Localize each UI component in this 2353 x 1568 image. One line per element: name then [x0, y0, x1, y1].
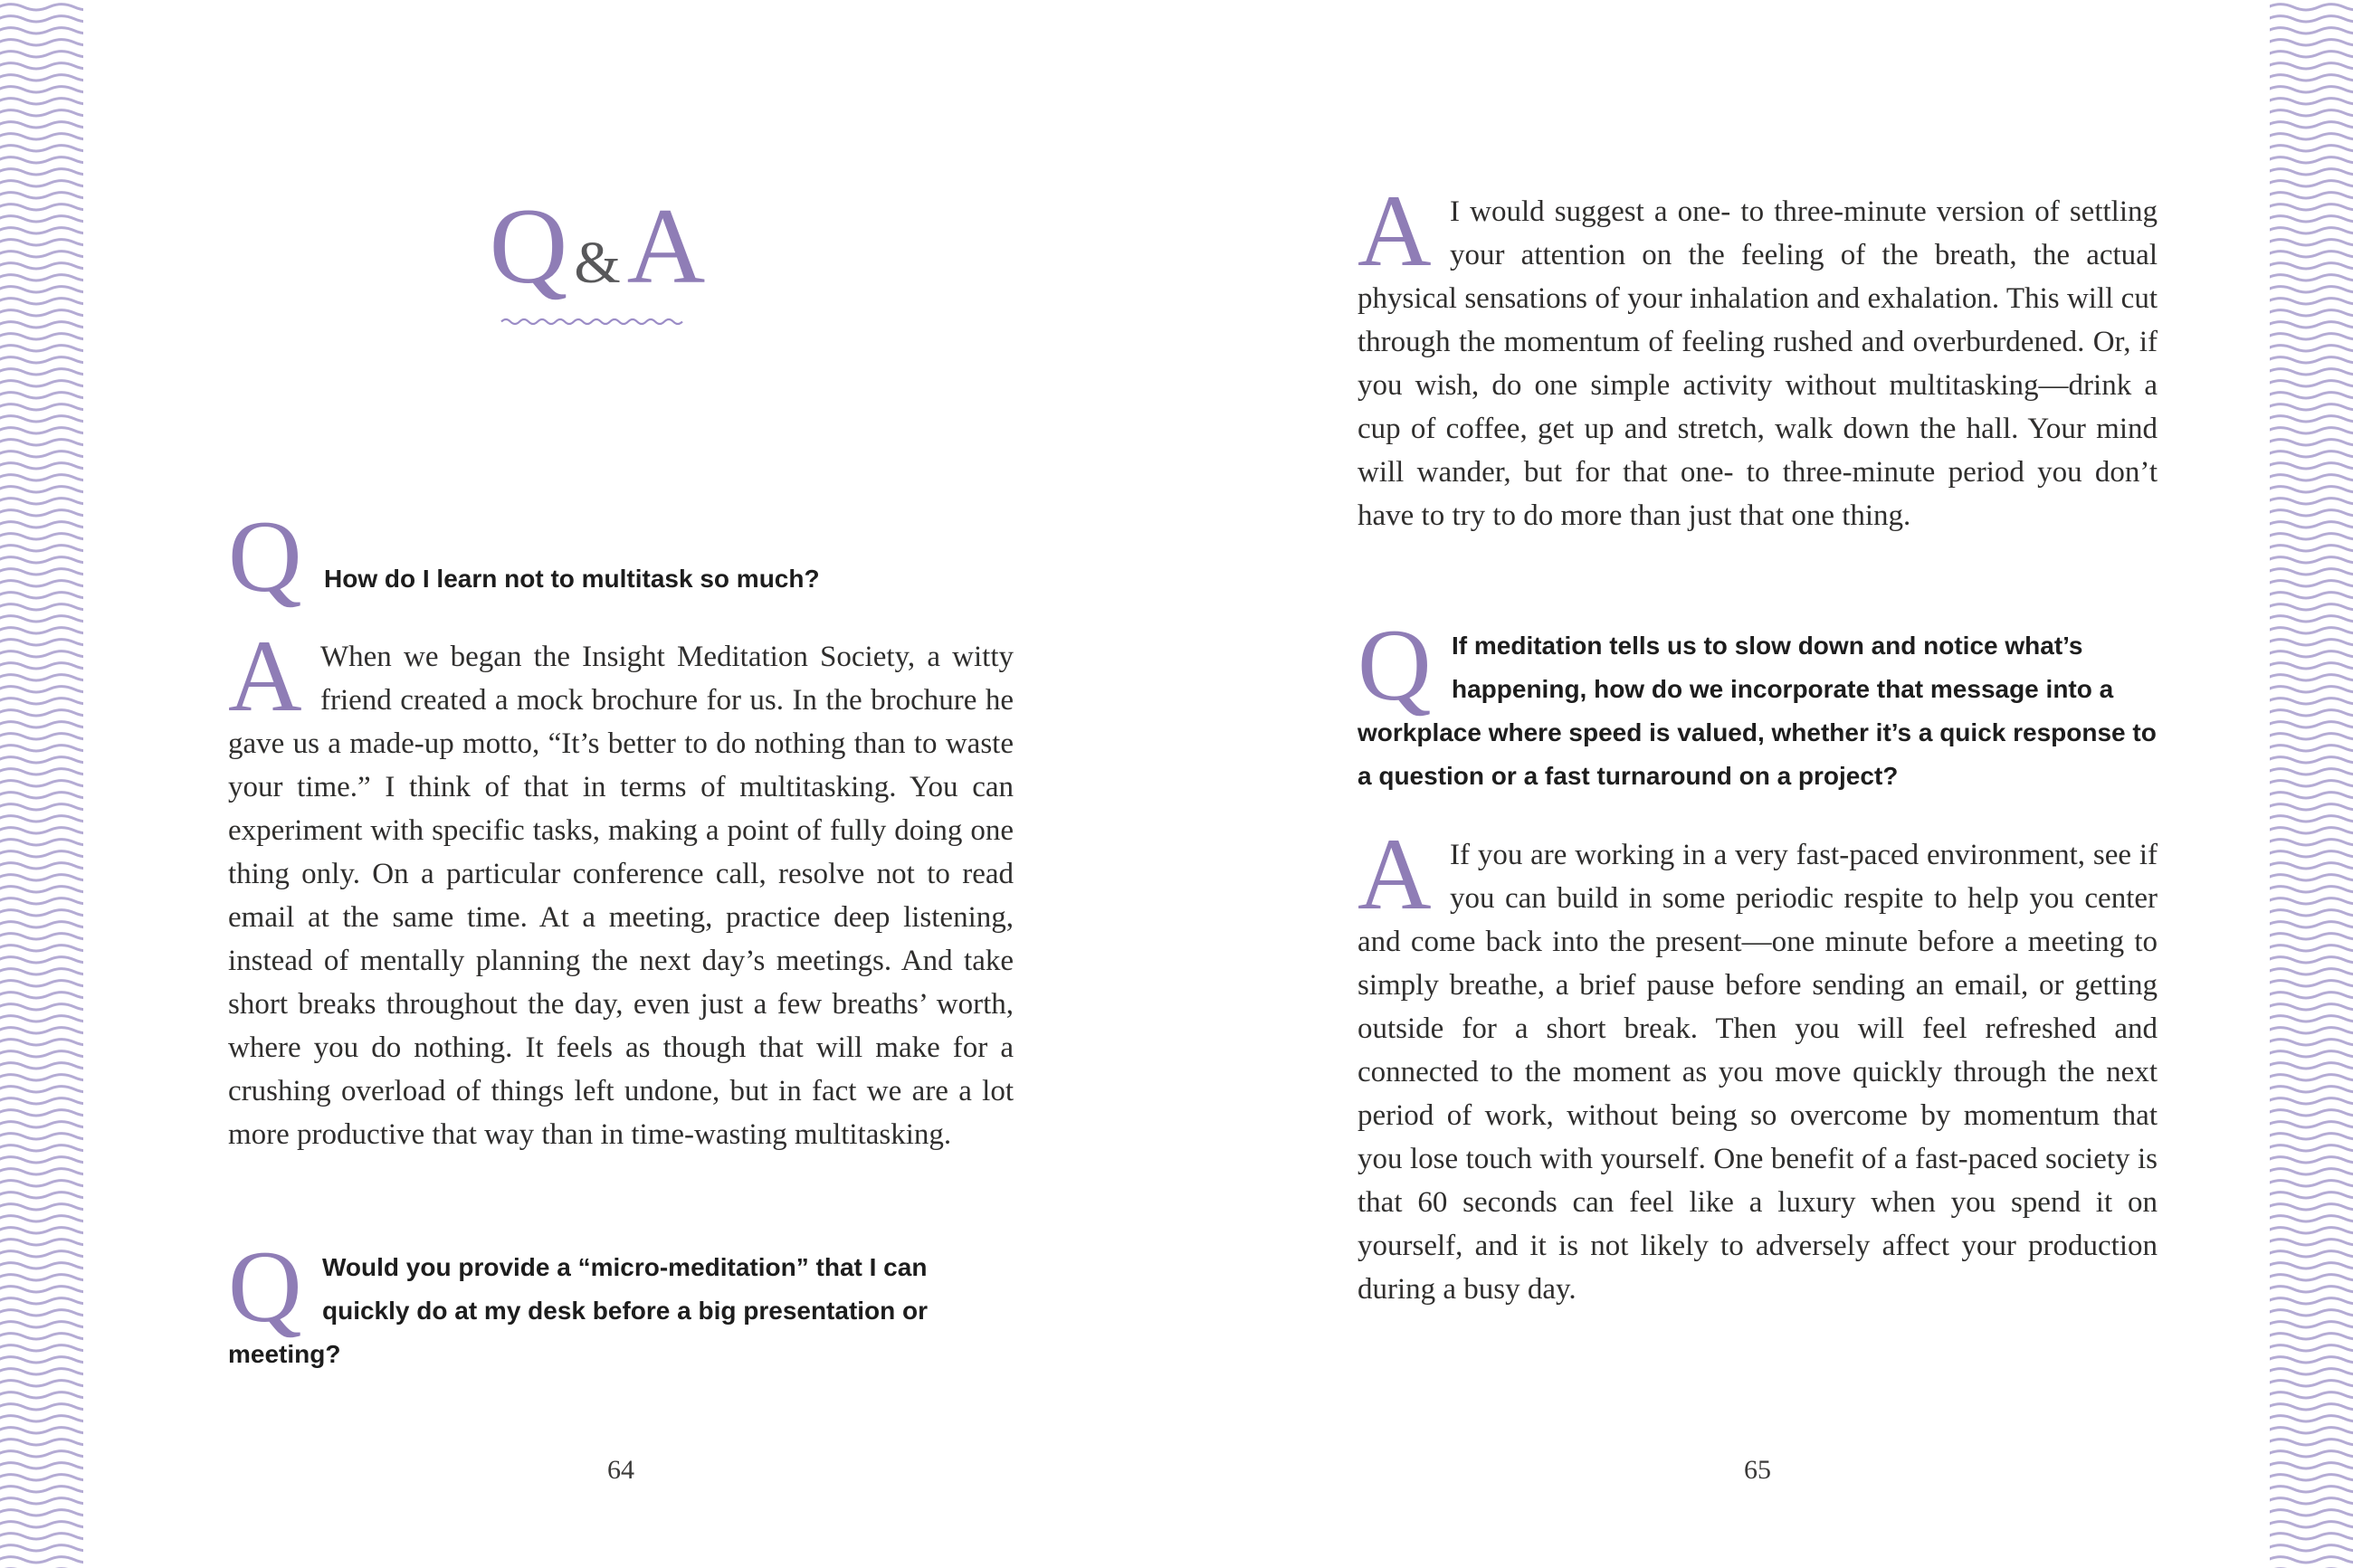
answer-text: [228, 620, 1014, 1156]
answer-block: [1358, 818, 2158, 1311]
question-dropcap-q: Q: [228, 500, 302, 613]
answer-text: [1358, 818, 2158, 1311]
question-text: How do I learn not to multitask so much?: [324, 565, 820, 593]
page-number-left: 64: [607, 1455, 634, 1485]
wave-pattern-right: [2270, 0, 2353, 1568]
answer-dropcap-a: A: [1358, 175, 1432, 288]
answer-dropcap-a: A: [1358, 818, 1432, 931]
answer-run: When we began the Insight Meditation Society, a witty friend created a mock brochure for us. In the brochure he gave us a made-up motto, “It’s better to do nothing than to waste your time.” I think of that in terms of multitasking. You can experiment with specific tasks, making a point of fully doing one thing only. On a particular conference call, resolve not to read email at the same time. At a meeting, practice deep listening, instead of mentally planning the next day’s meetings. And take short breaks throughout the day, even just a few breaths’ worth, where you do nothing. It feels as though that will make for a crushing overload of things left undone, but in fact we are a lot more productive that way than in time-wasting multitasking.: [228, 641, 1014, 1151]
question-run: Would you provide a “micro-meditation” that I can quickly do at my desk before a big presentation or meeting?: [228, 1253, 929, 1368]
question-block: [228, 500, 1014, 613]
question-dropcap-q: Q: [1358, 609, 1432, 722]
chapter-title-text: [489, 185, 706, 333]
question-run: If meditation tells us to slow down and notice what’s happening, how do we incorporate that message into a workplace where speed is valued, whether it’s a quick response to a question or a fast turnaround on a project?: [1358, 632, 2157, 790]
right-page: [1358, 0, 2158, 1568]
answer-run: I would suggest a one- to three-minute version of settling your attention on the feeling of the breath, the actual physical sensations of your inhalation and exhalation. This will cut through the momentum of feeling rushed and overburdened. Or, if you wish, do one simple activity without multitasking—drink a cup of coffee, get up and stretch, walk down the hall. Your mind will wander, but for that one- to three-minute period you don’t have to try to do more than just that one thing.: [1358, 195, 2158, 532]
question-block: [228, 1231, 1014, 1376]
chapter-title: [228, 185, 1014, 333]
title-ampersand: &: [574, 230, 621, 296]
title-squiggle-underline: [500, 316, 685, 327]
answer-block: [1358, 175, 2158, 537]
title-letter-q: Q: [489, 185, 568, 306]
page-number-right: 65: [1744, 1455, 1771, 1485]
question-text: [1358, 609, 2158, 798]
answer-text: [1358, 175, 2158, 537]
answer-block: [228, 620, 1014, 1156]
question-text: [228, 1231, 1014, 1376]
question-dropcap-q: Q: [228, 1231, 302, 1344]
left-page: [228, 0, 1014, 1568]
title-letter-a: A: [626, 185, 706, 306]
question-block: [1358, 609, 2158, 798]
wave-pattern-left: [0, 0, 83, 1568]
answer-dropcap-a: A: [228, 620, 302, 733]
answer-run: If you are working in a very fast-paced environment, see if you can build in some periodic respite to help you center and come back into the present—one minute before a meeting to simply breathe, a brief pause before sending an email, or getting outside for a short break. Then you will feel refreshed and connected to the moment as you move quickly through the next period of work, without being so overcome by momentum that you lose touch with yourself. One benefit of a fast-paced society is that 60 seconds can feel like a luxury when you spend it on yourself, and it is not likely to adversely affect your production during a busy day.: [1358, 839, 2158, 1306]
